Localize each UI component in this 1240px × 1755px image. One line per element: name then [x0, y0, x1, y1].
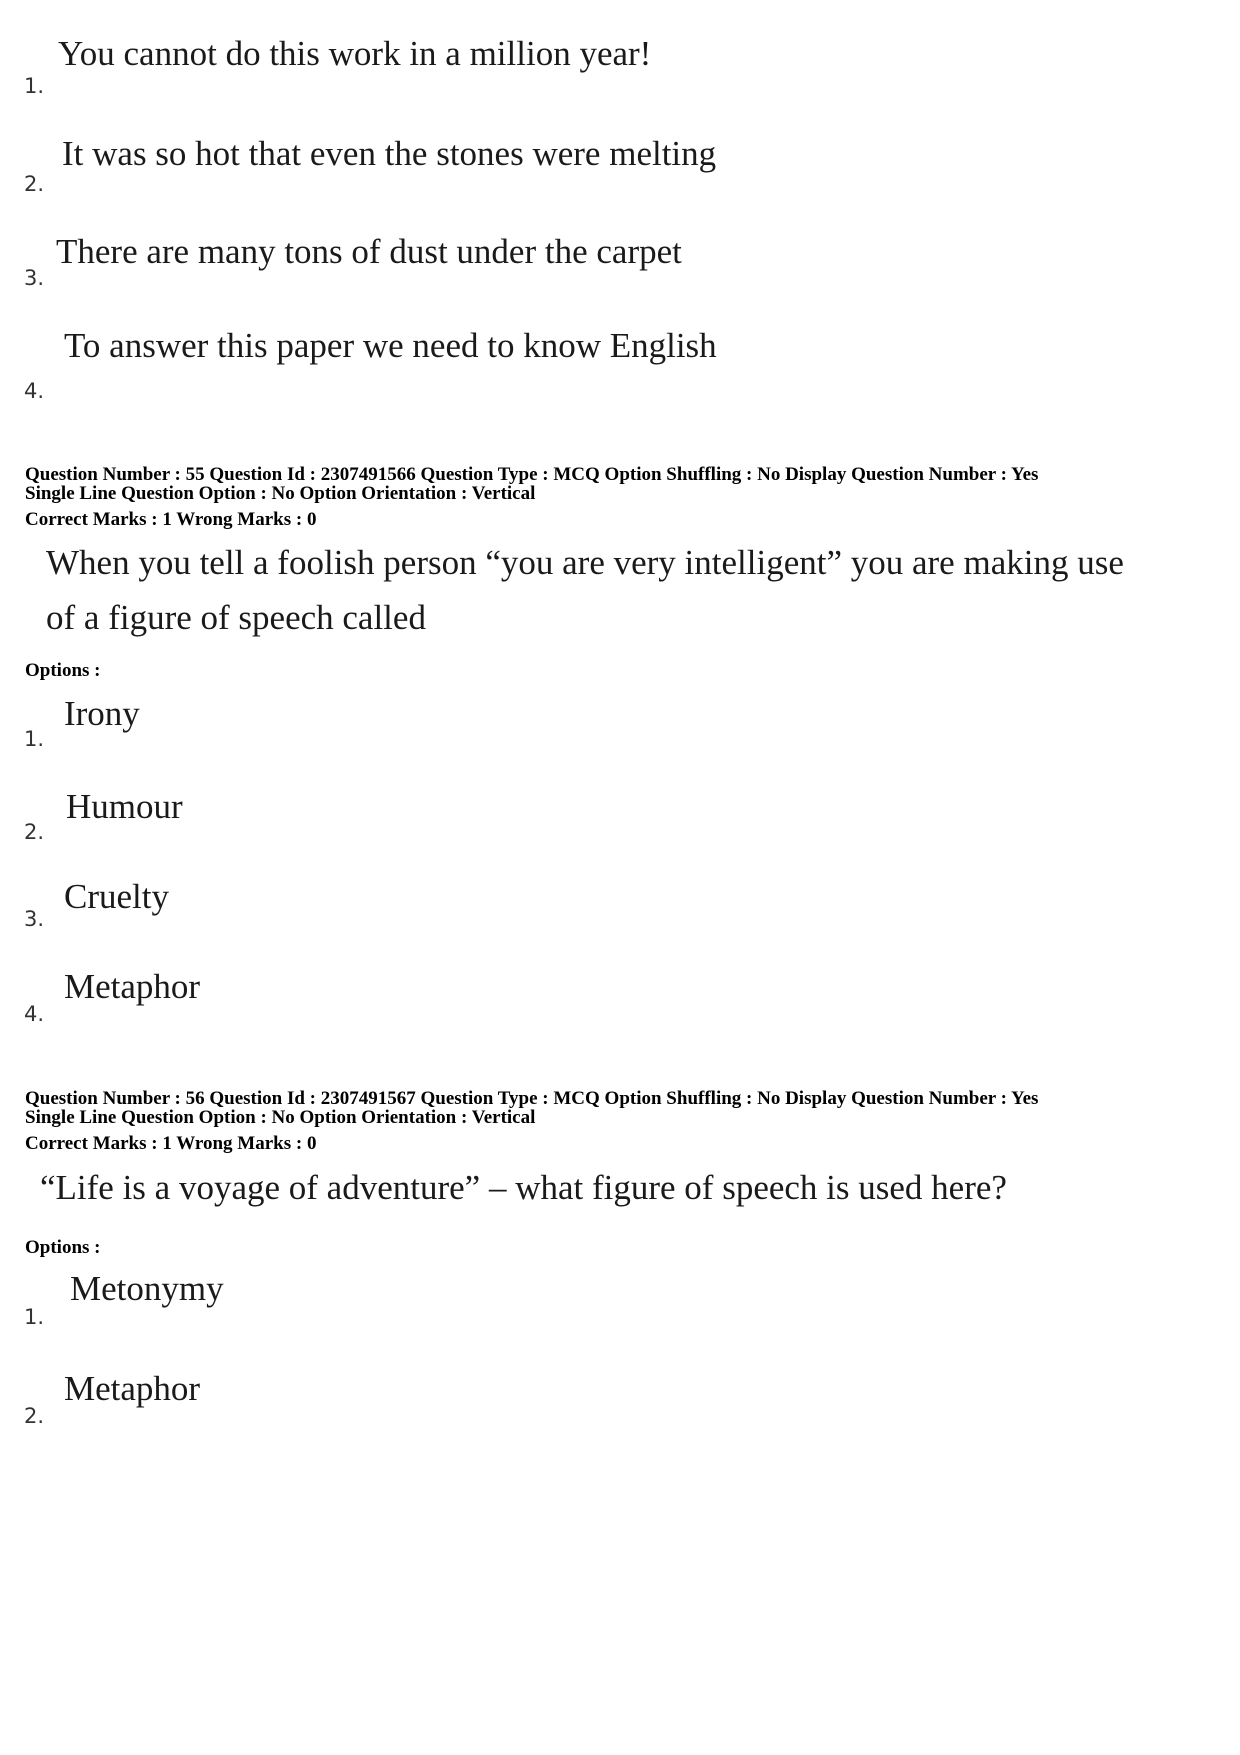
question-text: “Life is a voyage of adventure” – what figure of speech is used here?: [40, 1168, 1007, 1207]
option-number: 4.: [24, 1002, 45, 1026]
option-number: 3.: [24, 266, 45, 290]
option-text: Metonymy: [70, 1269, 224, 1308]
option-text: To answer this paper we need to know English: [64, 326, 717, 365]
option-text: Irony: [64, 694, 140, 733]
question-meta-line: Question Number : 56 Question Id : 2307491567 Question Type : MCQ Option Shuffling : No Display Question Number : Yes: [25, 1088, 1039, 1109]
question-text: of a figure of speech called: [46, 598, 426, 637]
option-text: Humour: [66, 787, 183, 826]
option-number: 3.: [24, 907, 45, 931]
option-number: 1.: [24, 1305, 45, 1329]
option-text: Metaphor: [64, 967, 201, 1006]
options-label: Options :: [25, 660, 101, 681]
option-number: 1.: [24, 727, 45, 751]
option-number: 2.: [24, 1404, 45, 1428]
options-label: Options :: [25, 1237, 101, 1258]
option-text: Cruelty: [64, 877, 169, 916]
option-text: Metaphor: [64, 1369, 201, 1408]
question-meta-line: Single Line Question Option : No Option Orientation : Vertical: [25, 483, 536, 504]
question-text: When you tell a foolish person “you are very intelligent” you are making use: [46, 543, 1124, 582]
option-number: 1.: [24, 74, 45, 98]
option-text: It was so hot that even the stones were melting: [62, 134, 717, 173]
option-text: You cannot do this work in a million year!: [58, 34, 652, 73]
question-meta-line: Question Number : 55 Question Id : 2307491566 Question Type : MCQ Option Shuffling : No Display Question Number : Yes: [25, 464, 1039, 485]
question-meta-line: Single Line Question Option : No Option Orientation : Vertical: [25, 1107, 536, 1128]
option-number: 2.: [24, 820, 45, 844]
question-marks: Correct Marks : 1 Wrong Marks : 0: [25, 509, 317, 530]
option-text: There are many tons of dust under the carpet: [56, 232, 682, 271]
option-number: 2.: [24, 172, 45, 196]
option-number: 4.: [24, 379, 45, 403]
question-marks: Correct Marks : 1 Wrong Marks : 0: [25, 1133, 317, 1154]
